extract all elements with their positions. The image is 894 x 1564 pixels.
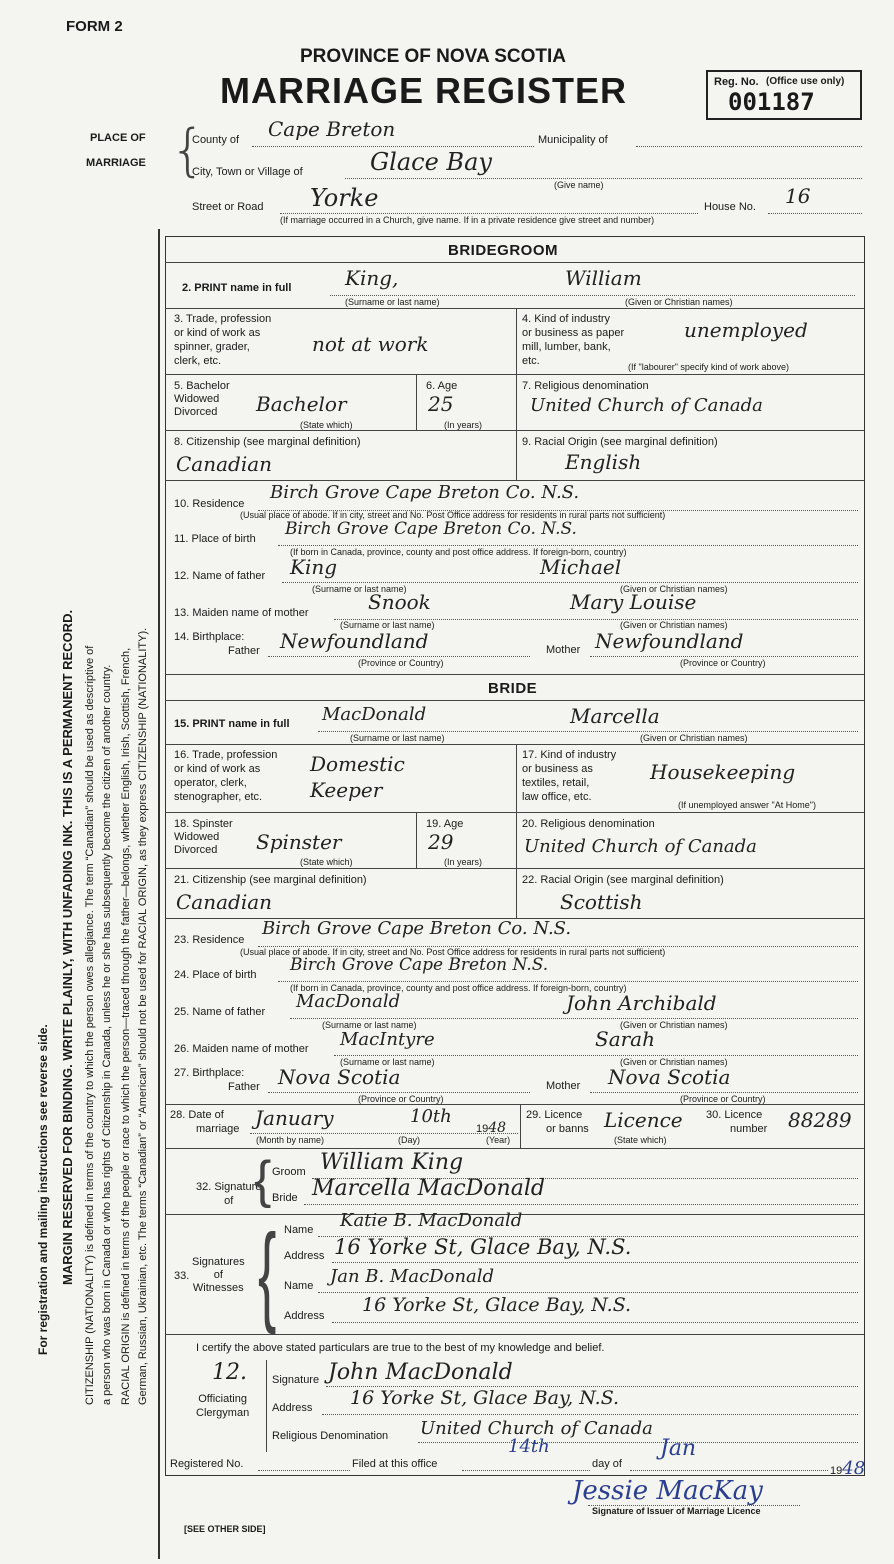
bridegroom-heading: BRIDEGROOM xyxy=(448,242,558,259)
clergy-number: 12. xyxy=(212,1360,247,1385)
bride-signature: Marcella MacDonald xyxy=(312,1176,545,1201)
witness2-address: 16 Yorke St, Glace Bay, N.S. xyxy=(362,1294,632,1316)
year-caption: (Year) xyxy=(486,1135,511,1145)
father-province-caption: (Province or Country) xyxy=(358,658,444,668)
groom-father-birthplace: Newfoundland xyxy=(280,629,429,653)
page-title: MARRIAGE REGISTER xyxy=(220,70,628,111)
groom-citizenship: Canadian xyxy=(176,452,273,476)
bride-residence: Birch Grove Cape Breton Co. N.S. xyxy=(262,918,572,939)
f28-label-b: marriage xyxy=(196,1123,240,1135)
bride-mother-surname-caption: (Surname or last name) xyxy=(340,1057,435,1067)
groom-birthplace: Birch Grove Cape Breton Co. N.S. xyxy=(285,519,577,539)
f32-label-a: 32. Signature xyxy=(196,1181,262,1193)
f3-label-b: or kind of work as xyxy=(174,327,261,339)
bride-given-name: Marcella xyxy=(570,704,660,728)
bride-age: 29 xyxy=(428,830,454,854)
clergy-label-a: Officiating xyxy=(198,1393,247,1405)
f28-label-a: 28. Date of xyxy=(170,1109,224,1121)
city-value: Glace Bay xyxy=(370,148,492,176)
margin-racial-def-1: RACIAL ORIGIN is defined in terms of the people or race to which the person—traced through the father—belongs, whether English, Irish, Scottish, French, xyxy=(120,647,132,1405)
bride-state-which: (State which) xyxy=(300,857,353,867)
f24-note: (If born in Canada, province, county and post office address. If foreign-born, country) xyxy=(290,983,627,993)
bride-father-given: John Archibald xyxy=(566,991,717,1015)
marriage-day: 10th xyxy=(410,1106,452,1127)
groom-mother-surname: Snook xyxy=(368,590,431,614)
f14-label-b: Father xyxy=(228,645,260,657)
filed-month: Jan xyxy=(660,1436,697,1461)
groom-mother-birthplace: Newfoundland xyxy=(595,629,744,653)
f32-label-b: of xyxy=(224,1195,234,1207)
filed-year-prefix: 19 xyxy=(830,1465,843,1477)
give-name-caption: (Give name) xyxy=(554,180,604,190)
f11-note: (If born in Canada, province, county and post office address. If foreign-born, country) xyxy=(290,547,627,557)
f29-label-a: 29. Licence xyxy=(526,1109,583,1121)
reg-number: 001187 xyxy=(728,88,815,116)
year-prefix: 19 xyxy=(476,1123,489,1135)
licence-number: 88289 xyxy=(788,1108,852,1132)
groom-age: 25 xyxy=(428,392,454,416)
f5-label-c: Divorced xyxy=(174,406,218,418)
municipality-label: Municipality of xyxy=(538,134,608,146)
clergy-denomination-label: Religious Denomination xyxy=(272,1430,389,1442)
f9-label: 9. Racial Origin (see marginal definition) xyxy=(522,436,718,448)
mother-given-caption: (Given or Christian names) xyxy=(620,620,728,630)
f33-label-a: Signatures xyxy=(192,1256,245,1268)
see-other-side: [SEE OTHER SIDE] xyxy=(184,1524,266,1534)
f27-label-a: 27. Birthplace: xyxy=(174,1067,245,1079)
f18-label-b: Widowed xyxy=(174,831,220,843)
street-value: Yorke xyxy=(310,184,379,212)
f5-label-b: Widowed xyxy=(174,393,220,405)
f10-label: 10. Residence xyxy=(174,498,245,510)
f33-label-b: of xyxy=(213,1269,223,1281)
bride-heading: BRIDE xyxy=(488,680,538,697)
bride-mother-surname: MacIntyre xyxy=(340,1029,435,1050)
bride-mother-given-caption: (Given or Christian names) xyxy=(620,1057,728,1067)
licence-or-banns: Licence xyxy=(604,1108,683,1132)
groom-mother-label: Mother xyxy=(546,644,581,656)
groom-father-given: Michael xyxy=(540,555,622,579)
bride-trade-line2: Keeper xyxy=(310,778,383,802)
bride-father-birthplace: Nova Scotia xyxy=(278,1065,401,1089)
filed-day: 14th xyxy=(508,1436,550,1457)
bride-given-caption: (Given or Christian names) xyxy=(640,733,748,743)
groom-industry: unemployed xyxy=(684,318,808,342)
f7-label: 7. Religious denomination xyxy=(522,380,649,392)
f3-label-a: 3. Trade, profession xyxy=(174,313,272,325)
witness2-name: Jan B. MacDonald xyxy=(330,1266,495,1287)
house-value: 16 xyxy=(785,184,811,208)
bride-trade-line1: Domestic xyxy=(310,752,405,776)
filed-label: Filed at this office xyxy=(352,1458,438,1470)
f21-label: 21. Citizenship (see marginal definition) xyxy=(174,874,367,886)
f16-label-b: or kind of work as xyxy=(174,763,261,775)
bride-surname: MacDonald xyxy=(322,704,427,725)
groom-signature: William King xyxy=(320,1150,464,1175)
f8-label: 8. Citizenship (see marginal definition) xyxy=(174,436,361,448)
witness1-name: Katie B. MacDonald xyxy=(340,1210,523,1231)
bride-mother-province-caption: (Province or Country) xyxy=(680,1094,766,1104)
place-of-label: PLACE OF xyxy=(90,132,146,144)
father-given-caption: (Given or Christian names) xyxy=(620,584,728,594)
f18-label-a: 18. Spinster xyxy=(174,818,233,830)
margin-citizenship-def-1: CITIZENSHIP (NATIONALITY) is defined in terms of the country to which the person owes allegiance. The term “Canadian” should be used as descriptive of xyxy=(84,645,96,1405)
groom-surname: King, xyxy=(345,266,399,290)
groom-racial-origin: English xyxy=(565,450,642,474)
f17-label-d: law office, etc. xyxy=(522,791,592,803)
marriage-month: January xyxy=(255,1106,334,1130)
f4-label-a: 4. Kind of industry xyxy=(522,313,611,325)
w1-name-label: Name xyxy=(284,1224,314,1236)
in-years-caption: (In years) xyxy=(444,420,483,430)
bride-father-province-caption: (Province or Country) xyxy=(358,1094,444,1104)
mother-province-caption: (Province or Country) xyxy=(680,658,766,668)
w2-address-label: Address xyxy=(284,1310,325,1322)
f16-label-c: operator, clerk, xyxy=(174,777,247,789)
groom-religion: United Church of Canada xyxy=(530,395,763,416)
f22-label: 22. Racial Origin (see marginal definition) xyxy=(522,874,724,886)
day-caption: (Day) xyxy=(398,1135,420,1145)
county-label: County of xyxy=(192,134,240,146)
f4-label-d: etc. xyxy=(522,355,540,367)
reg-office-note: (Office use only) xyxy=(766,76,845,87)
place-note: (If marriage occurred in a Church, give name. If in a private residence give street and number) xyxy=(280,215,655,225)
f24-label: 24. Place of birth xyxy=(174,969,257,981)
f18-label-c: Divorced xyxy=(174,844,218,856)
f6-label: 6. Age xyxy=(426,380,458,392)
f13-label: 13. Maiden name of mother xyxy=(174,607,309,619)
f12-label: 12. Name of father xyxy=(174,570,266,582)
clergy-signature: John MacDonald xyxy=(328,1360,513,1385)
province-heading: PROVINCE OF NOVA SCOTIA xyxy=(300,46,567,67)
f4-note: (If "labourer" specify kind of work above) xyxy=(628,362,789,372)
bride-birthplace: Birch Grove Cape Breton N.S. xyxy=(290,955,549,975)
certify-text: I certify the above stated particulars are true to the best of my knowledge and belief. xyxy=(196,1342,605,1354)
groom-sig-label: Groom xyxy=(272,1166,306,1178)
f3-label-d: clerk, etc. xyxy=(174,355,222,367)
f17-note: (If unemployed answer "At Home") xyxy=(678,800,816,810)
reg-number-box xyxy=(706,70,862,120)
f23-label: 23. Residence xyxy=(174,934,245,946)
licence-state-which: (State which) xyxy=(614,1135,667,1145)
bride-racial-origin: Scottish xyxy=(560,890,643,914)
f10-note: (Usual place of abode. If in city, street and No. Post Office address for residents in rural parts not sufficient) xyxy=(240,510,666,520)
street-label: Street or Road xyxy=(192,201,264,213)
w2-name-label: Name xyxy=(284,1280,314,1292)
mother-surname-caption: (Surname or last name) xyxy=(340,620,435,630)
f17-label-b: or business as xyxy=(522,763,593,775)
marriage-year: 48 xyxy=(488,1120,507,1136)
f14-label-a: 14. Birthplace: xyxy=(174,631,245,643)
surname-caption: (Surname or last name) xyxy=(345,297,440,307)
f33-number: 33. xyxy=(174,1270,190,1282)
bride-religion: United Church of Canada xyxy=(524,836,757,857)
bride-father-given-caption: (Given or Christian names) xyxy=(620,1020,728,1030)
state-which-caption: (State which) xyxy=(300,420,353,430)
reg-label: Reg. No. xyxy=(714,76,759,88)
bride-father-surname: MacDonald xyxy=(296,991,401,1012)
bride-name-label: 15. PRINT name in full xyxy=(174,718,290,730)
f16-label-a: 16. Trade, profession xyxy=(174,749,278,761)
f4-label-b: or business as paper xyxy=(522,327,625,339)
marriage-label: MARRIAGE xyxy=(86,157,146,169)
county-value: Cape Breton xyxy=(268,117,396,141)
f3-label-c: spinner, grader, xyxy=(174,341,250,353)
bride-sig-label: Bride xyxy=(272,1192,298,1204)
issuer-signature: Jessie MacKay xyxy=(572,1476,763,1506)
bride-father-surname-caption: (Surname or last name) xyxy=(322,1020,417,1030)
groom-given-name: William xyxy=(565,266,642,290)
father-surname-caption: (Surname or last name) xyxy=(312,584,407,594)
groom-residence: Birch Grove Cape Breton Co. N.S. xyxy=(270,482,580,503)
bride-in-years: (In years) xyxy=(444,857,483,867)
f20-label: 20. Religious denomination xyxy=(522,818,655,830)
bride-citizenship: Canadian xyxy=(176,890,273,914)
brace-symbol: { xyxy=(170,118,206,183)
filed-year: 48 xyxy=(842,1458,866,1479)
bride-mother-given: Sarah xyxy=(595,1027,655,1051)
f27-label-b: Father xyxy=(228,1081,260,1093)
f29-label-b: or banns xyxy=(546,1123,589,1135)
f11-label: 11. Place of birth xyxy=(174,533,256,545)
margin-instructions: For registration and mailing instructions see reverse side. xyxy=(36,1024,50,1355)
groom-father-surname: King xyxy=(290,555,338,579)
bride-mother-birthplace: Nova Scotia xyxy=(608,1065,731,1089)
clergy-denomination: United Church of Canada xyxy=(420,1418,653,1439)
clergy-label-b: Clergyman xyxy=(196,1407,250,1419)
f4-label-c: mill, lumber, bank, xyxy=(522,341,611,353)
groom-mother-given: Mary Louise xyxy=(570,590,697,614)
bride-status: Spinster xyxy=(256,830,342,854)
issuer-caption: Signature of Issuer of Marriage Licence xyxy=(592,1506,761,1516)
clergy-signature-label: Signature xyxy=(272,1374,320,1386)
registered-label: Registered No. xyxy=(170,1458,244,1470)
house-label: House No. xyxy=(704,201,756,213)
bride-surname-caption: (Surname or last name) xyxy=(350,733,445,743)
bride-industry: Housekeeping xyxy=(650,760,796,784)
f23-note: (Usual place of abode. If in city, street and No. Post Office address for residents in rural parts not sufficient) xyxy=(240,947,666,957)
clergy-address-label: Address xyxy=(272,1402,313,1414)
witness1-address: 16 Yorke St, Glace Bay, N.S. xyxy=(334,1235,632,1259)
f33-label-c: Witnesses xyxy=(192,1282,244,1294)
given-caption: (Given or Christian names) xyxy=(625,297,733,307)
f19-label: 19. Age xyxy=(426,818,464,830)
f17-label-a: 17. Kind of industry xyxy=(522,749,617,761)
day-of-label: day of xyxy=(592,1458,622,1470)
f17-label-c: textiles, retail, xyxy=(522,777,590,789)
w1-address-label: Address xyxy=(284,1250,325,1262)
f25-label: 25. Name of father xyxy=(174,1006,266,1018)
margin-binding-note: MARGIN RESERVED FOR BINDING. WRITE PLAINLY, WITH UNFADING INK. THIS IS A PERMANENT RECORD. xyxy=(60,609,75,1285)
month-caption: (Month by name) xyxy=(256,1135,325,1145)
f16-label-d: stenographer, etc. xyxy=(174,791,263,803)
form-label: FORM 2 xyxy=(66,18,123,35)
margin-citizenship-def-2: a person who was born in Canada or who has rights of Citizenship in Canada, unless he or she has subsequently become the citizen of another country. xyxy=(101,664,113,1405)
groom-trade: not at work xyxy=(312,332,429,356)
bride-mother-label: Mother xyxy=(546,1080,581,1092)
f26-label: 26. Maiden name of mother xyxy=(174,1043,309,1055)
f30-label-b: number xyxy=(730,1123,768,1135)
city-label: City, Town or Village of xyxy=(192,166,303,178)
f5-label-a: 5. Bachelor xyxy=(174,380,230,392)
clergy-address: 16 Yorke St, Glace Bay, N.S. xyxy=(350,1387,620,1409)
f30-label-a: 30. Licence xyxy=(706,1109,763,1121)
margin-racial-def-2: German, Russian, Ukrainian, etc. The terms “Canadian” or “American” should not be used for RACIAL ORIGIN, as they express CITIZENSHIP (NATIONALITY). xyxy=(137,627,149,1405)
groom-status: Bachelor xyxy=(256,392,347,416)
groom-name-label: 2. PRINT name in full xyxy=(182,282,292,294)
